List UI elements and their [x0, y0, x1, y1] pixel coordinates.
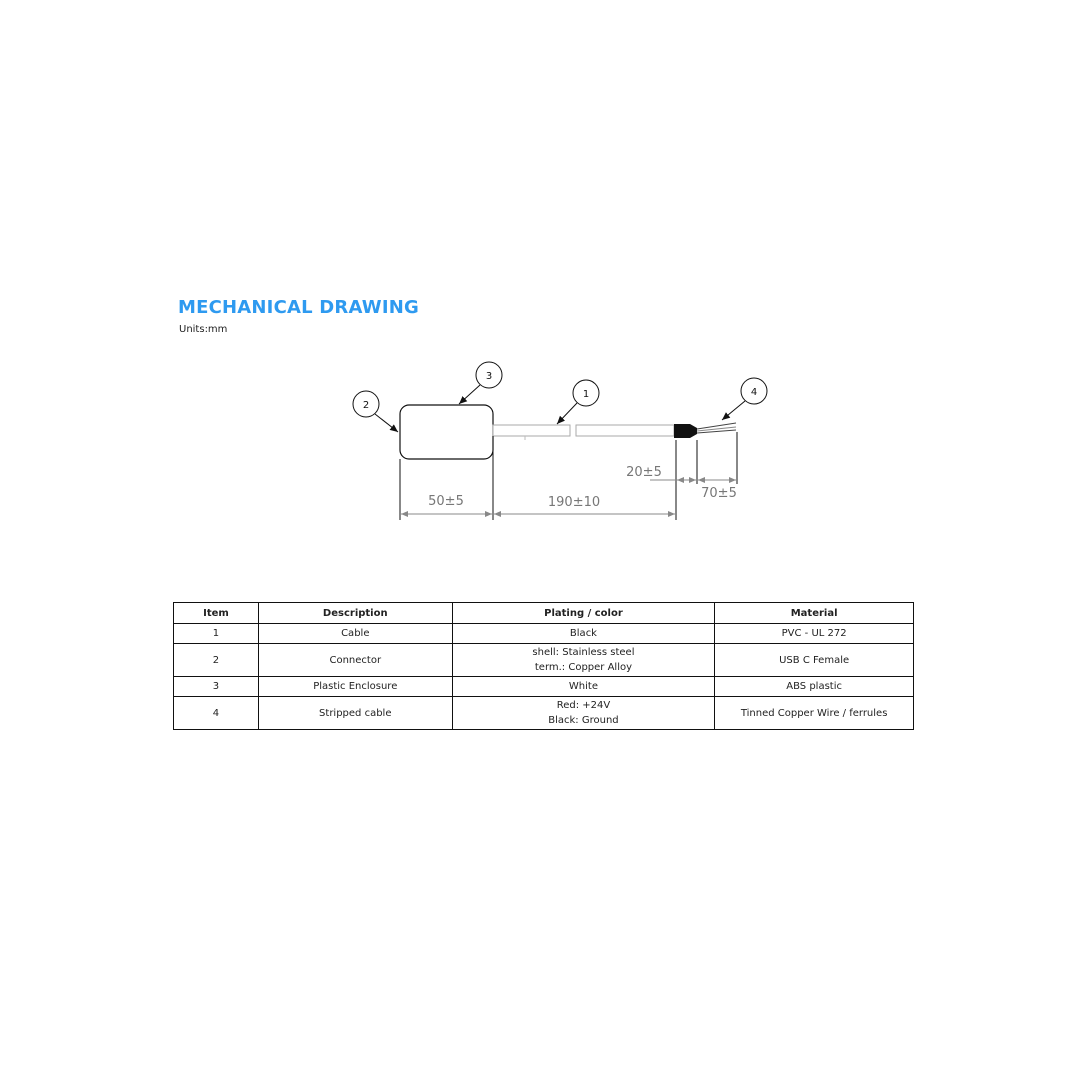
stripped-wires: [697, 423, 736, 433]
cell-item: 2: [174, 644, 259, 677]
cell-item: 4: [174, 697, 259, 730]
cell-item: 1: [174, 624, 259, 644]
table-row: [174, 677, 914, 697]
balloon-1-label: 1: [582, 389, 590, 400]
cell-description: Plastic Enclosure: [258, 677, 452, 697]
table-row: [174, 644, 914, 677]
dimension-sheath-length: [626, 465, 698, 480]
header-material: Material: [715, 603, 914, 624]
dimension-connector-length-label: 50±5: [428, 494, 464, 509]
cell-plating-line: Black: Ground: [548, 715, 619, 726]
cell-plating-line: Red: +24V: [556, 700, 611, 711]
balloon-3-label: 3: [485, 371, 493, 382]
cell-item: 3: [174, 677, 259, 697]
dimension-sheath-length-label: 20±5: [626, 465, 662, 480]
cable: [493, 425, 674, 436]
dimension-connector-length: [401, 494, 492, 514]
table-header-row: [174, 603, 914, 624]
cable-sheath: [674, 424, 697, 438]
header-item: Item: [174, 603, 259, 624]
cell-description: Connector: [258, 644, 452, 677]
page-title: MECHANICAL DRAWING: [178, 297, 419, 318]
table-row: [174, 624, 914, 644]
cell-description: Stripped cable: [258, 697, 452, 730]
balloon-3: [459, 362, 502, 404]
cell-plating: Black: [452, 624, 715, 644]
table-row: [174, 697, 914, 730]
cell-material: PVC - UL 272: [715, 624, 914, 644]
balloon-1: [557, 380, 599, 424]
cell-plating-line: shell: Stainless steel: [532, 647, 635, 658]
cell-plating: [452, 644, 715, 677]
balloon-2: [353, 391, 398, 432]
dimension-strip-length: [698, 480, 737, 501]
balloon-4: [722, 378, 767, 420]
cell-plating: [452, 697, 715, 730]
header-plating: Plating / color: [452, 603, 715, 624]
dimension-strip-length-label: 70±5: [701, 486, 737, 501]
cell-plating: White: [452, 677, 715, 697]
cell-plating-line: term.: Copper Alloy: [534, 662, 633, 673]
cell-material: ABS plastic: [715, 677, 914, 697]
dimension-cable-length-label: 190±10: [547, 495, 601, 510]
plastic-enclosure: [400, 405, 493, 459]
units-label: Units:mm: [179, 324, 228, 335]
cell-description: Cable: [258, 624, 452, 644]
header-description: Description: [258, 603, 452, 624]
cell-material: Tinned Copper Wire / ferrules: [715, 697, 914, 730]
balloon-4-label: 4: [750, 387, 758, 398]
cell-material: USB C Female: [715, 644, 914, 677]
bill-of-materials-table: [173, 602, 914, 730]
balloon-2-label: 2: [362, 400, 370, 411]
dimension-cable-length: [494, 495, 675, 514]
